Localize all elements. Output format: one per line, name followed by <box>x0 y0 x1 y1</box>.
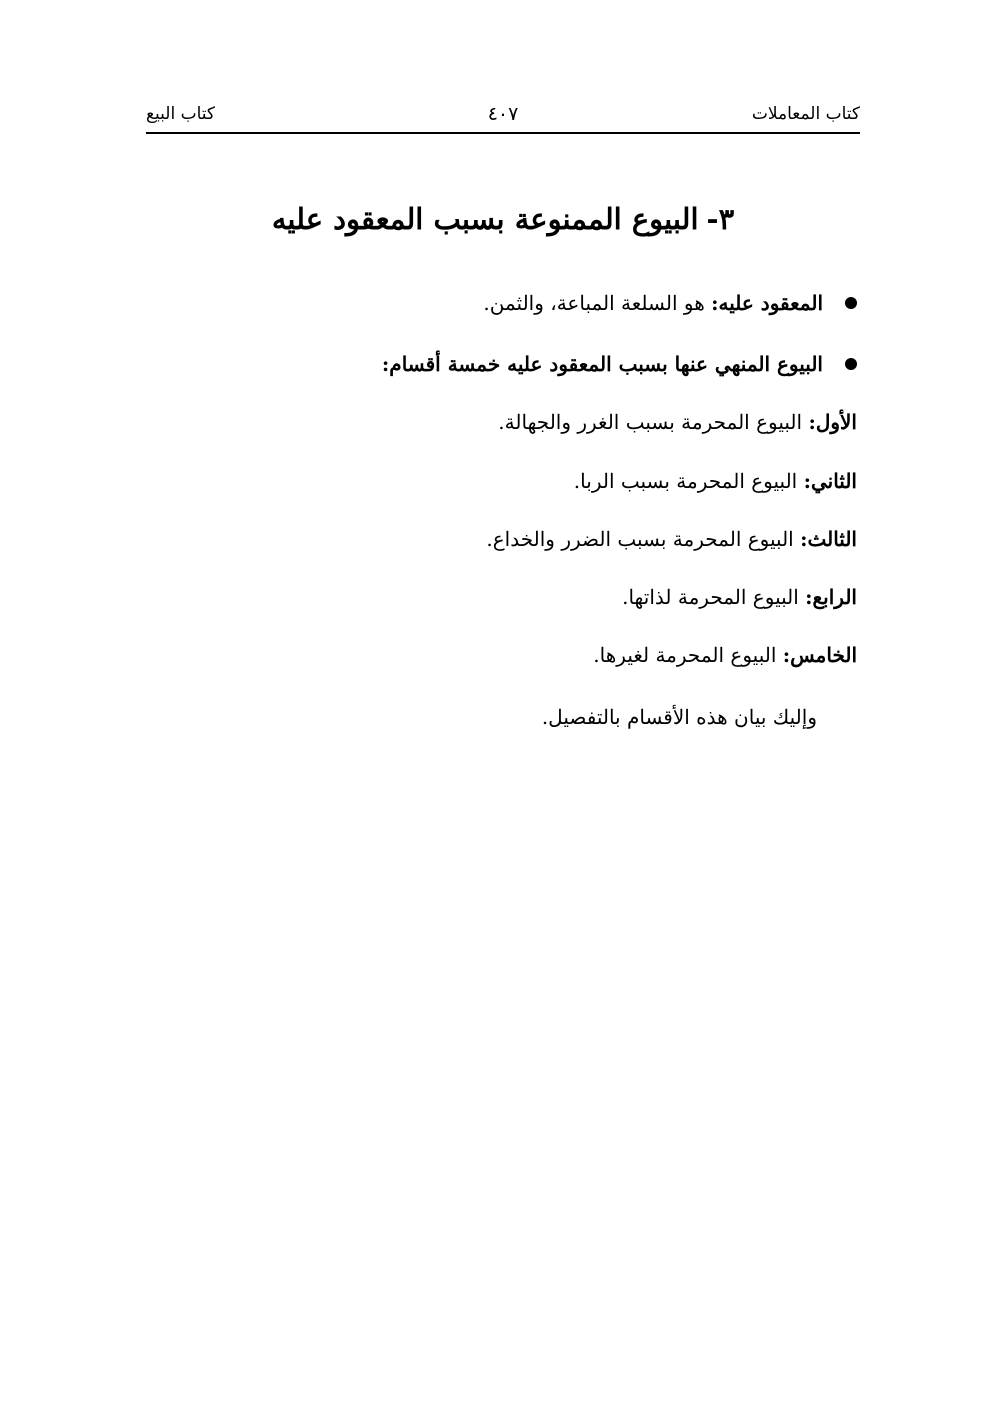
section-list-item <box>593 639 857 671</box>
section-description: البيوع المحرمة بسبب الغرر والجهالة. <box>498 410 809 434</box>
section-description: البيوع المحرمة بسبب الضرر والخداع. <box>486 527 801 551</box>
section-ordinal: الثالث: <box>800 527 857 551</box>
section-ordinal: الرابع: <box>805 585 857 609</box>
section-description: البيوع المحرمة بسبب الربا. <box>573 469 804 493</box>
header-book-section: كتاب المعاملات <box>751 104 860 124</box>
bullet-dot-icon <box>845 297 857 309</box>
section-ordinal: الخامس: <box>782 643 857 667</box>
section-description: البيوع المحرمة لذاتها. <box>622 585 806 609</box>
section-list-item <box>622 581 857 613</box>
bullet-term: المعقود عليه: <box>711 291 823 315</box>
running-header <box>146 100 860 134</box>
bullet-item <box>382 348 857 380</box>
bullet-item <box>483 287 857 319</box>
section-list-item <box>486 523 857 555</box>
section-description: البيوع المحرمة لغيرها. <box>593 643 783 667</box>
header-chapter: كتاب البيع <box>146 104 216 124</box>
bullet-dot-icon <box>845 358 857 370</box>
section-ordinal: الثاني: <box>803 469 857 493</box>
bullet-term: البيوع المنهي عنها بسبب المعقود عليه خمسة أقسام: <box>381 352 823 376</box>
section-ordinal: الأول: <box>808 410 857 434</box>
closing-paragraph: وإليك بيان هذه الأقسام بالتفصيل. <box>541 705 817 729</box>
section-list-item <box>574 465 857 497</box>
section-number: ٣- <box>706 202 735 236</box>
section-list-item <box>498 406 857 438</box>
section-title <box>150 196 856 242</box>
page-number: ٤٠٧ <box>487 103 519 125</box>
bullet-text: هو السلعة المباعة، والثمن. <box>483 291 712 315</box>
section-title-text: البيوع الممنوعة بسبب المعقود عليه <box>271 202 699 236</box>
